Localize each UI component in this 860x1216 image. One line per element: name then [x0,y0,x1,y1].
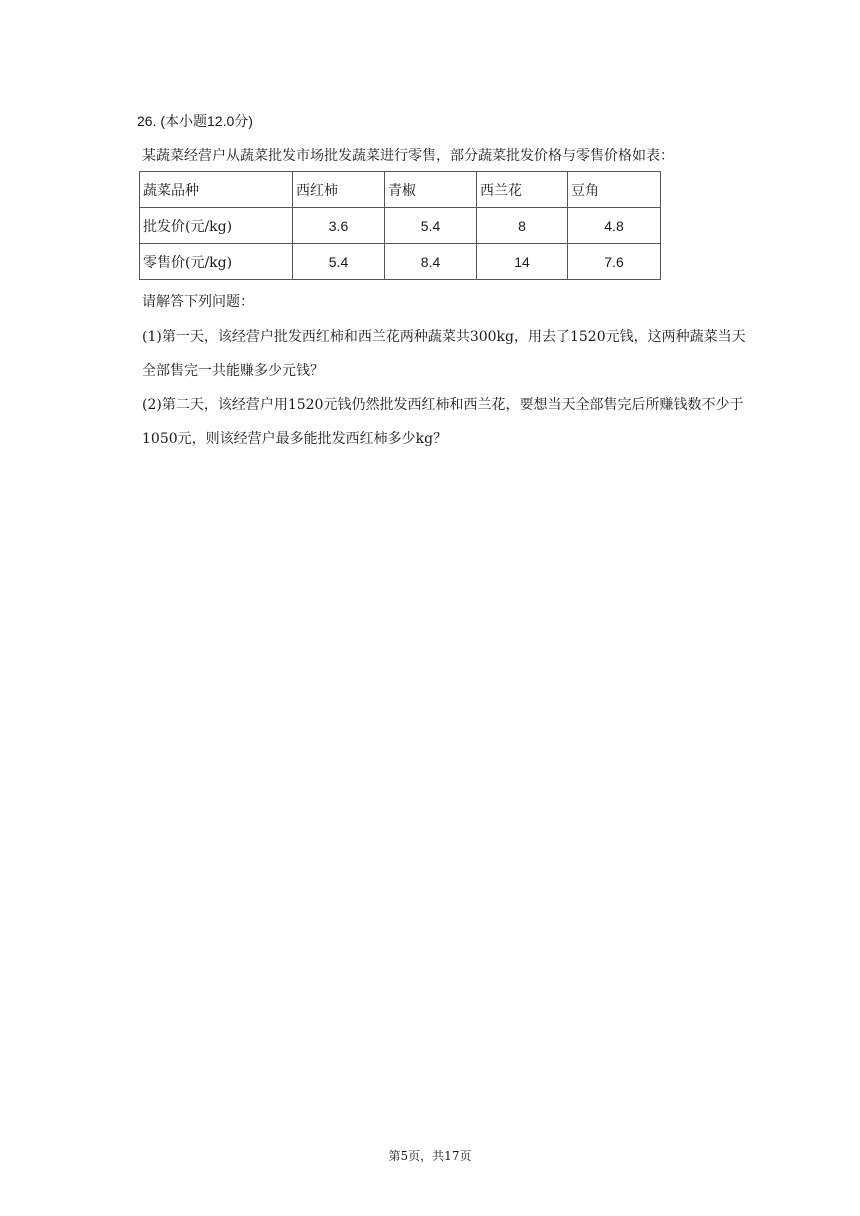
question-prompt: 请解答下列问题： [142,294,254,310]
table-header-cell: 西红柿 [293,172,385,208]
table-header-cell: 青椒 [385,172,477,208]
row-label-retail: 零售价(元/kg) [140,244,293,280]
question-part-1: (1)第一天，该经营户批发西红柿和西兰花两种蔬菜共300kg，用去了1520元钱，这两种蔬菜当天全部售完一共能赚多少元钱？ [142,329,746,379]
table-cell: 3.6 [293,208,385,244]
table-header-row [140,172,661,208]
row-label-wholesale: 批发价(元/kg) [140,208,293,244]
table-row [140,244,661,280]
table-cell: 8.4 [385,244,477,280]
table-cell: 5.4 [293,244,385,280]
page-footer: 第5页，共17页 [388,1149,472,1163]
table-cell: 5.4 [385,208,477,244]
table-header-cell: 豆角 [568,172,661,208]
price-table [139,171,661,280]
question-intro: 某蔬菜经营户从蔬菜批发市场批发蔬菜进行零售，部分蔬菜批发价格与零售价格如表： [142,148,674,164]
table-cell: 7.6 [568,244,661,280]
table-cell: 14 [477,244,568,280]
table-header-cell: 蔬菜品种 [140,172,293,208]
table-row [140,208,661,244]
table-cell: 8 [477,208,568,244]
table-cell: 4.8 [568,208,661,244]
question-part-2: (2)第二天，该经营户用1520元钱仍然批发西红柿和西兰花，要想当天全部售完后所赚钱数不少于1050元，则该经营户最多能批发西红柿多少kg？ [142,397,744,447]
question-header: 26. (本小题12.0分) [137,113,253,129]
table-header-cell: 西兰花 [477,172,568,208]
